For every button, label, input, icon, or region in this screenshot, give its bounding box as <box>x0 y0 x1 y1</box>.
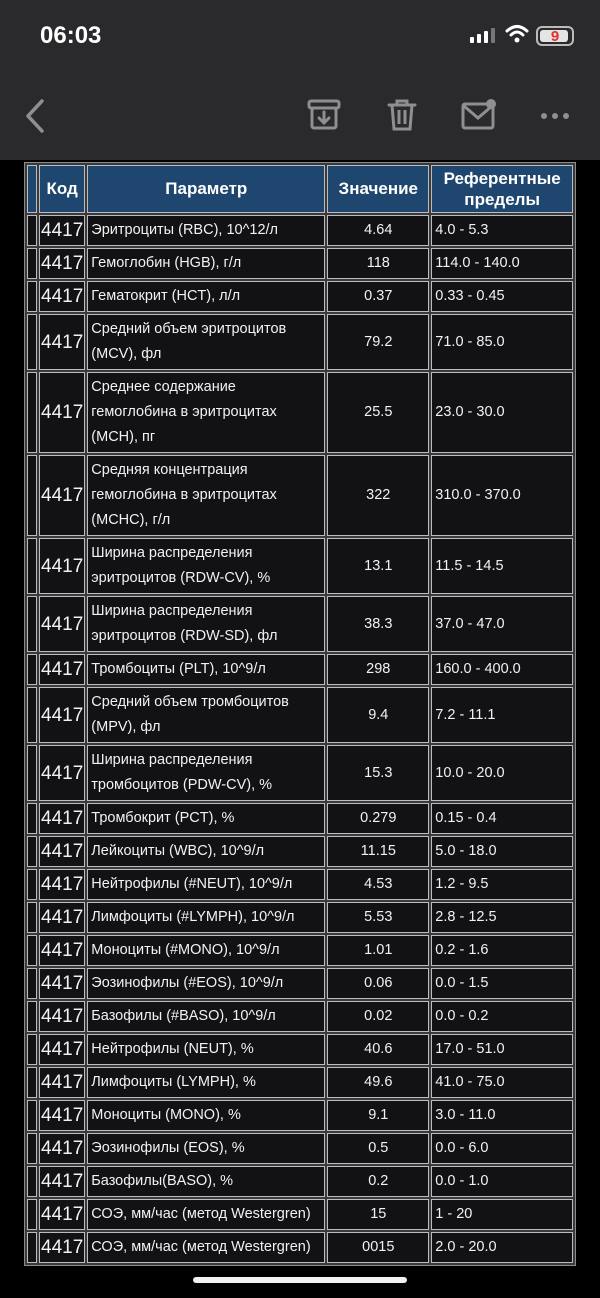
cell-code: 4417 <box>39 935 85 966</box>
row-gutter <box>27 1001 37 1032</box>
mail-top-bar <box>0 0 600 160</box>
cell-value: 25.5 <box>327 372 429 453</box>
cell-code: 4417 <box>39 314 85 370</box>
table-row <box>27 372 573 453</box>
table-row <box>27 836 573 867</box>
cell-parameter: Тромбоциты (PLT), 10^9/л <box>87 654 325 685</box>
table-row <box>27 1199 573 1230</box>
cell-code: 4417 <box>39 1199 85 1230</box>
cell-reference: 0.0 - 1.5 <box>431 968 573 999</box>
cell-code: 4417 <box>39 596 85 652</box>
cell-value: 38.3 <box>327 596 429 652</box>
more-icon[interactable] <box>540 112 570 120</box>
cell-code: 4417 <box>39 836 85 867</box>
cell-parameter: Базофилы (#BASO), 10^9/л <box>87 1001 325 1032</box>
cell-reference: 41.0 - 75.0 <box>431 1067 573 1098</box>
cell-code: 4417 <box>39 902 85 933</box>
mail-icon[interactable] <box>461 99 497 131</box>
cell-value: 4.64 <box>327 215 429 246</box>
cell-value: 0.02 <box>327 1001 429 1032</box>
cell-value: 4.53 <box>327 869 429 900</box>
cell-value: 322 <box>327 455 429 536</box>
cell-reference: 160.0 - 400.0 <box>431 654 573 685</box>
cell-parameter: Тромбокрит (PCT), % <box>87 803 325 834</box>
table-row <box>27 1133 573 1164</box>
table-row <box>27 902 573 933</box>
cell-value: 1.01 <box>327 935 429 966</box>
cell-code: 4417 <box>39 1067 85 1098</box>
cell-value: 40.6 <box>327 1034 429 1065</box>
cell-parameter: Ширина распределения эритроцитов (RDW-CV), % <box>87 538 325 594</box>
table-row <box>27 455 573 536</box>
row-gutter <box>27 968 37 999</box>
header-reference: Референтные пределы <box>431 165 573 213</box>
row-gutter <box>27 745 37 801</box>
cell-parameter: Лейкоциты (WBC), 10^9/л <box>87 836 325 867</box>
cell-value: 13.1 <box>327 538 429 594</box>
row-gutter <box>27 935 37 966</box>
table-row <box>27 1100 573 1131</box>
cell-code: 4417 <box>39 455 85 536</box>
row-gutter <box>27 654 37 685</box>
cell-code: 4417 <box>39 1232 85 1263</box>
cell-code: 4417 <box>39 1100 85 1131</box>
table-row <box>27 248 573 279</box>
table-row <box>27 1034 573 1065</box>
cell-code: 4417 <box>39 687 85 743</box>
table-row <box>27 803 573 834</box>
cell-value: 5.53 <box>327 902 429 933</box>
cell-reference: 1 - 20 <box>431 1199 573 1230</box>
row-gutter <box>27 1067 37 1098</box>
status-time: 06:03 <box>40 22 102 49</box>
table-row <box>27 538 573 594</box>
table-row <box>27 1232 573 1263</box>
row-gutter <box>27 687 37 743</box>
cell-code: 4417 <box>39 248 85 279</box>
cell-value: 15.3 <box>327 745 429 801</box>
table-row <box>27 654 573 685</box>
row-gutter <box>27 281 37 312</box>
table-row <box>27 968 573 999</box>
cell-parameter: Среднее содержание гемоглобина в эритроцитах (MCH), пг <box>87 372 325 453</box>
cell-reference: 0.0 - 1.0 <box>431 1166 573 1197</box>
cell-reference: 71.0 - 85.0 <box>431 314 573 370</box>
battery-level: 9 <box>550 27 560 45</box>
cell-reference: 0.2 - 1.6 <box>431 935 573 966</box>
cell-reference: 0.15 - 0.4 <box>431 803 573 834</box>
row-gutter <box>27 1232 37 1263</box>
cell-parameter: Средняя концентрация гемоглобина в эритроцитах (MCHC), г/л <box>87 455 325 536</box>
home-indicator[interactable] <box>193 1277 407 1283</box>
header-parameter: Параметр <box>87 165 325 213</box>
cell-reference: 10.0 - 20.0 <box>431 745 573 801</box>
row-gutter <box>27 372 37 453</box>
cell-code: 4417 <box>39 654 85 685</box>
cell-code: 4417 <box>39 538 85 594</box>
row-gutter <box>27 314 37 370</box>
table-row <box>27 687 573 743</box>
header-gutter <box>27 165 37 213</box>
cell-parameter: СОЭ, мм/час (метод Westergren) <box>87 1199 325 1230</box>
table-row <box>27 215 573 246</box>
cell-reference: 0.0 - 0.2 <box>431 1001 573 1032</box>
row-gutter <box>27 902 37 933</box>
trash-icon[interactable] <box>387 99 417 131</box>
cell-value: 298 <box>327 654 429 685</box>
cell-value: 0.37 <box>327 281 429 312</box>
cell-reference: 37.0 - 47.0 <box>431 596 573 652</box>
cell-code: 4417 <box>39 745 85 801</box>
cell-value: 0.5 <box>327 1133 429 1164</box>
cell-code: 4417 <box>39 1133 85 1164</box>
row-gutter <box>27 1199 37 1230</box>
table-row <box>27 1001 573 1032</box>
cell-reference: 310.0 - 370.0 <box>431 455 573 536</box>
cellular-signal-icon <box>470 28 495 43</box>
row-gutter <box>27 1100 37 1131</box>
cell-value: 49.6 <box>327 1067 429 1098</box>
cell-code: 4417 <box>39 215 85 246</box>
cell-code: 4417 <box>39 1001 85 1032</box>
cell-parameter: Эозинофилы (#EOS), 10^9/л <box>87 968 325 999</box>
row-gutter <box>27 455 37 536</box>
cell-parameter: Нейтрофилы (NEUT), % <box>87 1034 325 1065</box>
table-row <box>27 314 573 370</box>
cell-code: 4417 <box>39 1166 85 1197</box>
cell-parameter: Базофилы(BASO), % <box>87 1166 325 1197</box>
cell-value: 11.15 <box>327 836 429 867</box>
cell-value: 118 <box>327 248 429 279</box>
cell-reference: 3.0 - 11.0 <box>431 1100 573 1131</box>
row-gutter <box>27 215 37 246</box>
row-gutter <box>27 248 37 279</box>
cell-parameter: Нейтрофилы (#NEUT), 10^9/л <box>87 869 325 900</box>
cell-code: 4417 <box>39 968 85 999</box>
row-gutter <box>27 803 37 834</box>
table-row <box>27 745 573 801</box>
table-row <box>27 596 573 652</box>
cell-value: 0.279 <box>327 803 429 834</box>
cell-code: 4417 <box>39 869 85 900</box>
cell-value: 0.2 <box>327 1166 429 1197</box>
cell-code: 4417 <box>39 803 85 834</box>
archive-icon[interactable] <box>307 99 341 131</box>
cell-parameter: Эритроциты (RBC), 10^12/л <box>87 215 325 246</box>
table-row <box>27 935 573 966</box>
cell-reference: 17.0 - 51.0 <box>431 1034 573 1065</box>
cell-value: 9.4 <box>327 687 429 743</box>
cell-parameter: Гемоглобин (HGB), г/л <box>87 248 325 279</box>
cell-parameter: Моноциты (MONO), % <box>87 1100 325 1131</box>
cell-parameter: Моноциты (#MONO), 10^9/л <box>87 935 325 966</box>
cell-reference: 2.0 - 20.0 <box>431 1232 573 1263</box>
cell-reference: 2.8 - 12.5 <box>431 902 573 933</box>
table-header-row <box>27 165 573 213</box>
cell-reference: 7.2 - 11.1 <box>431 687 573 743</box>
cell-parameter: Средний объем тромбоцитов (MPV), фл <box>87 687 325 743</box>
back-icon[interactable] <box>22 98 48 134</box>
cell-value: 0015 <box>327 1232 429 1263</box>
row-gutter <box>27 538 37 594</box>
cell-parameter: Ширина распределения эритроцитов (RDW-SD), фл <box>87 596 325 652</box>
cell-value: 79.2 <box>327 314 429 370</box>
cell-value: 9.1 <box>327 1100 429 1131</box>
cell-reference: 1.2 - 9.5 <box>431 869 573 900</box>
battery-icon <box>536 26 574 46</box>
row-gutter <box>27 1133 37 1164</box>
header-value: Значение <box>327 165 429 213</box>
cell-code: 4417 <box>39 281 85 312</box>
cell-reference: 11.5 - 14.5 <box>431 538 573 594</box>
cell-reference: 5.0 - 18.0 <box>431 836 573 867</box>
cell-code: 4417 <box>39 1034 85 1065</box>
cell-parameter: Гематокрит (HCT), л/л <box>87 281 325 312</box>
header-code: Код <box>39 165 85 213</box>
lab-results-table <box>24 162 576 1266</box>
cell-code: 4417 <box>39 372 85 453</box>
cell-reference: 0.33 - 0.45 <box>431 281 573 312</box>
cell-reference: 114.0 - 140.0 <box>431 248 573 279</box>
cell-reference: 23.0 - 30.0 <box>431 372 573 453</box>
row-gutter <box>27 596 37 652</box>
cell-value: 0.06 <box>327 968 429 999</box>
cell-reference: 4.0 - 5.3 <box>431 215 573 246</box>
cell-parameter: Средний объем эритроцитов (MCV), фл <box>87 314 325 370</box>
table-row <box>27 1067 573 1098</box>
table-row <box>27 281 573 312</box>
table-row <box>27 869 573 900</box>
row-gutter <box>27 1166 37 1197</box>
wifi-icon <box>505 24 529 44</box>
cell-parameter: Лимфоциты (LYMPH), % <box>87 1067 325 1098</box>
cell-parameter: Ширина распределения тромбоцитов (PDW-CV), % <box>87 745 325 801</box>
cell-parameter: СОЭ, мм/час (метод Westergren) <box>87 1232 325 1263</box>
cell-parameter: Лимфоциты (#LYMPH), 10^9/л <box>87 902 325 933</box>
cell-parameter: Эозинофилы (EOS), % <box>87 1133 325 1164</box>
cell-value: 15 <box>327 1199 429 1230</box>
cell-reference: 0.0 - 6.0 <box>431 1133 573 1164</box>
row-gutter <box>27 869 37 900</box>
row-gutter <box>27 1034 37 1065</box>
row-gutter <box>27 836 37 867</box>
table-row <box>27 1166 573 1197</box>
